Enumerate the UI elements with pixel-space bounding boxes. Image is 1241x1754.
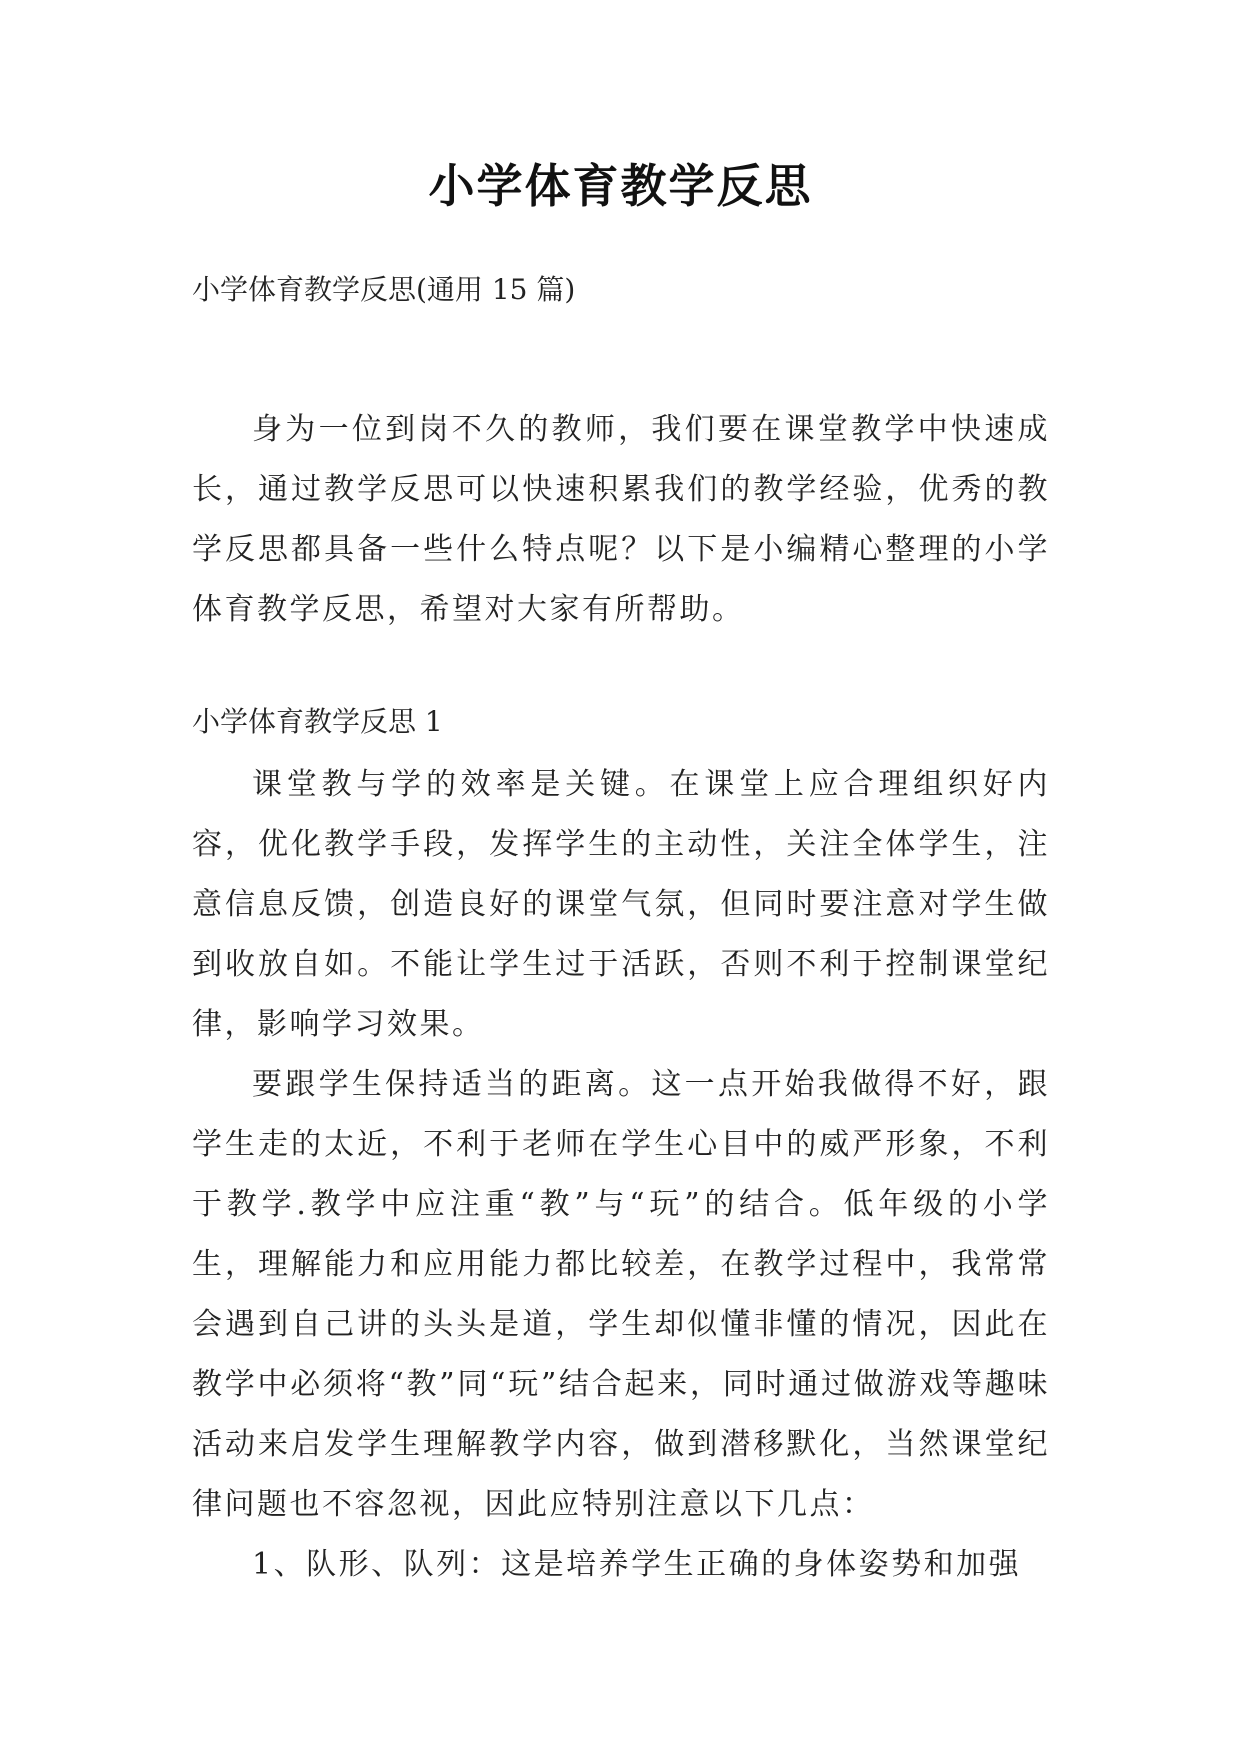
body-paragraph: 课堂教与学的效率是关键。在课堂上应合理组织好内容，优化教学手段，发挥学生的主动性，关注全体学生，注意信息反馈，创造良好的课堂气氛，但同时要注意对学生做到收放自如。不能让学生过于活跃，否则不利于控制课堂纪律，影响学习效果。	[192, 767, 1050, 1042]
intro-paragraph: 身为一位到岗不久的教师，我们要在课堂教学中快速成长，通过教学反思可以快速积累我们的教学经验，优秀的教学反思都具备一些什么特点呢？以下是小编精心整理的小学体育教学反思，希望对大家有所帮助。	[192, 412, 1050, 627]
section-heading: 小学体育教学反思 1	[192, 705, 443, 738]
document-subtitle: 小学体育教学反思(通用 15 篇)	[192, 273, 576, 306]
body-paragraph: 1、队形、队列：这是培养学生正确的身体姿势和加强	[252, 1547, 1022, 1582]
body-paragraph: 要跟学生保持适当的距离。这一点开始我做得不好，跟学生走的太近，不利于老师在学生心目中的威严形象，不利于教学.教学中应注重“教”与“玩”的结合。低年级的小学生，理解能力和应用能力都比较差，在教学过程中，我常常会遇到自己讲的头头是道，学生却似懂非懂的情况，因此在教学中必须将“教”同“玩”结合起来，同时通过做游戏等趣味活动来启发学生理解教学内容，做到潜移默化，当然课堂纪律问题也不容忽视，因此应特别注意以下几点：	[192, 1067, 1050, 1522]
document-title: 小学体育教学反思	[428, 159, 813, 213]
